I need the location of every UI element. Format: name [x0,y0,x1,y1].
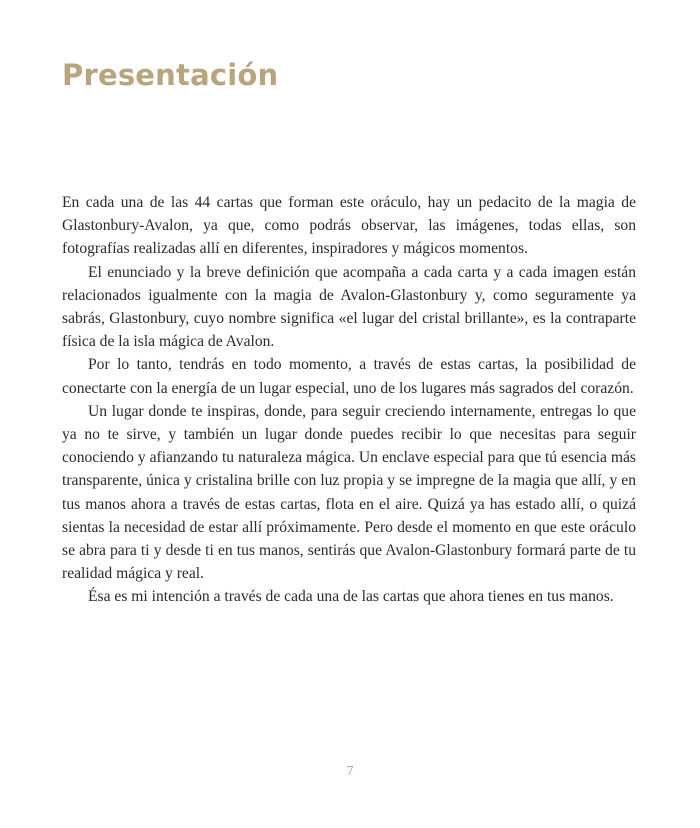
paragraph: Ésa es mi intención a través de cada una de las cartas que ahora tienes en tus manos. [88,588,614,606]
page-number: 7 [346,764,354,779]
paragraph: El enunciado y la breve definición que acompaña a cada carta y a cada imagen están relacionados igualmente con la magia de Avalon-Glastonbury y, como seguramente ya sabrás, Glastonbury, cuyo nombre significa «el lugar del cristal brillante», es la contraparte física de la isla mágica de Avalon. [62,263,636,351]
body-text [62,191,636,609]
page-title: Presentación [62,58,279,92]
paragraph: En cada una de las 44 cartas que forman este oráculo, hay un pedacito de la magia de Glastonbury-Avalon, ya que, como podrás observar, las imágenes, todas ellas, son fotografías realizadas allí en diferentes, inspiradores y mágicos momentos. [62,194,636,258]
paragraph: Un lugar donde te inspiras, donde, para seguir creciendo internamente, entregas lo que ya no te sirve, y también un lugar donde puedes recibir lo que necesitas para seguir conociendo y afianzando tu naturaleza mágica. Un enclave especial para que tú esencia más transparente, única y cristalina brille con luz propia y se impregne de la magia que allí, y en tus manos ahora a través de estas cartas, flota en el aire. Quizá ya has estado allí, o quizá sientas la necesidad de estar allí próximamente. Pero desde el momento en que este oráculo se abra para ti y desde ti en tus manos, sentirás que Avalon-Glastonbury formará parte de tu realidad mágica y real. [62,402,636,583]
paragraph: Por lo tanto, tendrás en todo momento, a través de estas cartas, la posibilidad de conectarte con la energía de un lugar especial, uno de los lugares más sagrados del corazón. [62,356,636,397]
